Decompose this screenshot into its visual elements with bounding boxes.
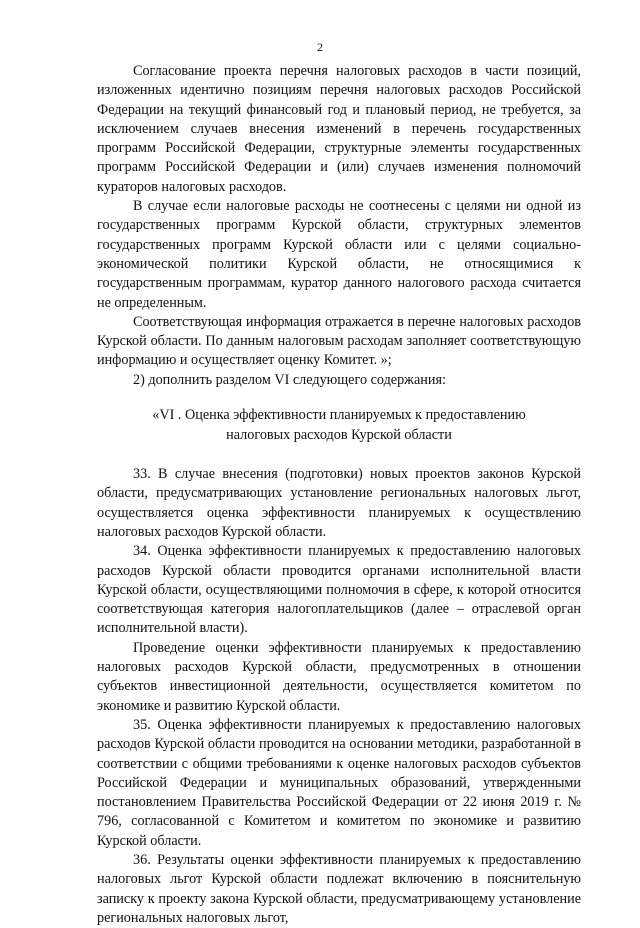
paragraph-information-reflected: Соответствующая информация отражается в перечне налоговых расходов Курской области. По данным налоговым расходам заполняет соответствующую информацию и осуществляет оценку Комитет. »;: [97, 313, 581, 369]
section-heading-line-2: налоговых расходов Курской области: [226, 426, 452, 443]
paragraph-item-34: 34. Оценка эффективности планируемых к предоставлению налоговых расходов Курской области проводится органами исполнительной власти Курской области, осуществляющими полномочия в сфере, к которой относится соответствующая категория налогоплательщиков (далее – отраслевой орган исполнительной власти).: [97, 543, 581, 637]
paragraph-item-36: 36. Результаты оценки эффективности планируемых к предоставлению налоговых льгот Курской области подлежат включению в пояснительную записку к проекту закона Курской области, предусматривающему установление региональных налоговых льгот,: [97, 851, 581, 926]
paragraph-unassigned-expenses: В случае если налоговые расходы не соотнесены с целями ни одной из государственных программ Курской области, структурных элементов государственных программ Курской области или с целями социально-экономической политики Курской области, не относящимися к государственным программам, куратор данного налогового расхода считается не определенным.: [97, 198, 581, 311]
section-heading: [97, 406, 581, 445]
paragraph-item-35: 35. Оценка эффективности планируемых к предоставлению налоговых расходов Курской области проводится на основании методики, разработанной в соответствии с общими требованиями к оценке налоговых расходов субъектов Российской Федерации и муниципальных образований, утвержденными постановлением Правительства Российской Федерации от 22 июня 2019 г. № 796, согласованной с Комитетом и комитетом по экономике и развитию Курской области.: [97, 716, 581, 849]
paragraph-item-33: 33. В случае внесения (подготовки) новых проектов законов Курской области, предусматривающих установление региональных налоговых льгот, осуществляется оценка эффективности планируемых к осуществлению налоговых расходов Курской области.: [97, 466, 581, 540]
paragraph-investment-subjects: Проведение оценки эффективности планируемых к предоставлению налоговых расходов Курской области, предусмотренных в отношении субъектов инвестиционной деятельности, осуществляется комитетом по экономике и развитию Курской области.: [97, 639, 581, 714]
paragraph-approval: Согласование проекта перечня налоговых расходов в части позиций, изложенных идентично позициям перечня налоговых расходов Российской Федерации на текущий финансовый год и плановый период, не требуется, за исключением случаев внесения изменений в перечень государственных программ Российской Федерации, структурные элементы государственных программ Российской Федерации и (или) случаев изменения полномочий кураторов налоговых расходов.: [97, 63, 581, 195]
section-heading-line-1: «VI . Оценка эффективности планируемых к предоставлению: [152, 407, 526, 424]
page-number: 2: [317, 40, 323, 54]
document-body: [97, 62, 581, 928]
paragraph-add-section: 2) дополнить разделом VI следующего содержания:: [133, 371, 446, 388]
